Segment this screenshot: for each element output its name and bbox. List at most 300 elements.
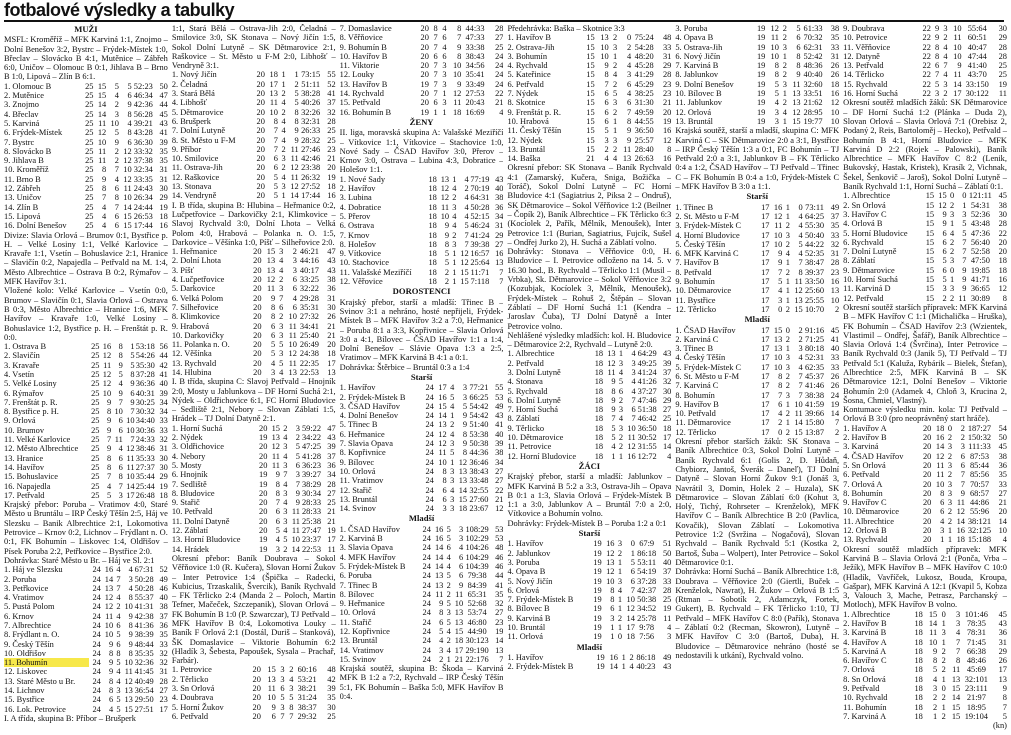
- stat-cell: 20: [922, 488, 932, 498]
- team-cell: 9. Frenštát p. R.: [507, 107, 561, 117]
- stat-cell: 12: [126, 444, 135, 454]
- team-cell: 6. Petřvald: [507, 79, 544, 89]
- table-row: [340, 476, 504, 485]
- stat-cell: 1: [941, 702, 946, 712]
- table-row: [843, 247, 1007, 256]
- team-cell: 9. Jihlava B: [4, 156, 44, 166]
- stat-cell: 14: [953, 79, 962, 89]
- stat-cell: 10: [123, 193, 132, 203]
- table-row: [340, 203, 504, 212]
- stat-cell: 9: [294, 126, 299, 136]
- stat-cell: 12: [452, 89, 462, 99]
- team-cell: 2. Havířov B: [843, 619, 887, 628]
- team-cell: 5. Pustá Polom: [4, 602, 55, 612]
- table-row: [675, 268, 839, 277]
- stat-cell: 18: [594, 451, 604, 461]
- stat-cell: 20: [922, 479, 932, 489]
- stat-cell: 47:44: [967, 51, 987, 61]
- stat-cell: 1: [450, 457, 455, 467]
- subsection-heading: Starší: [410, 371, 433, 382]
- stat-cell: 3: [610, 613, 615, 623]
- stat-cell: 25: [662, 595, 672, 605]
- team-cell: 13. Rychvald: [843, 535, 888, 545]
- stat-cell: 4: [604, 154, 609, 164]
- stat-cell: 78:35: [966, 619, 986, 628]
- stat-cell: 24: [92, 686, 101, 696]
- stat-cell: 6: [114, 184, 119, 194]
- stat-cell: 2: [439, 654, 444, 664]
- stat-cell: 19: [830, 399, 840, 409]
- stat-cell: 4: [778, 286, 783, 296]
- stat-cell: 17: [761, 353, 770, 363]
- team-cell: 7. Dolní Lutyně: [171, 126, 226, 136]
- table-row: [675, 89, 839, 98]
- team-cell: 11. Jablunkov: [675, 98, 722, 108]
- stat-cell: 3: [450, 504, 455, 514]
- stat-cell: 4: [102, 221, 107, 231]
- stat-cell: 19: [259, 535, 268, 545]
- stat-cell: 3: [782, 79, 787, 89]
- table-row: [172, 665, 336, 674]
- table-row: [340, 277, 504, 286]
- stat-cell: 23: [662, 89, 672, 99]
- stat-cell: 8: [935, 42, 940, 52]
- stat-cell: 2: [942, 293, 947, 303]
- table-row: [340, 258, 504, 267]
- team-cell: 8. Slovácko B: [4, 146, 52, 156]
- table-row: [675, 400, 839, 409]
- stat-cell: 8: [128, 621, 133, 630]
- stat-cell: 9: [444, 221, 450, 231]
- stat-cell: 11: [126, 453, 135, 463]
- stat-cell: 2: [283, 423, 288, 433]
- stat-cell: 13: [327, 367, 336, 377]
- stat-cell: 47:46: [637, 395, 657, 405]
- stat-cell: 39: [159, 388, 168, 398]
- team-cell: 16. Lok. Petrovice: [4, 704, 66, 714]
- stat-cell: 38:43: [465, 51, 485, 61]
- stat-cell: 24: [425, 420, 434, 430]
- stat-cell: 7: [630, 585, 635, 595]
- stat-cell: 5: [612, 89, 618, 99]
- stat-cell: 2: [782, 70, 787, 80]
- team-cell: 7. Slavia Opava: [339, 439, 393, 449]
- stat-cell: 7: [611, 414, 616, 424]
- table-row: [675, 43, 839, 52]
- stat-cell: 39: [495, 439, 504, 449]
- stat-cell: 15: [586, 135, 595, 145]
- stat-cell: 7: [433, 79, 438, 89]
- team-cell: 11. Brno B: [4, 174, 41, 184]
- stat-cell: 7: [116, 583, 121, 593]
- stat-cell: 5: [116, 658, 121, 668]
- stat-cell: 17: [761, 381, 770, 391]
- stat-cell: 11: [290, 172, 299, 182]
- stat-cell: 18: [594, 367, 604, 377]
- stat-cell: 21: [327, 330, 336, 340]
- stat-cell: 41:24: [637, 367, 657, 377]
- stat-cell: 2: [116, 602, 121, 612]
- table-row: [172, 480, 336, 489]
- stat-cell: 5: [446, 534, 451, 544]
- stat-cell: 13: [434, 580, 444, 590]
- stat-cell: 4: [116, 565, 121, 575]
- table-row: [172, 442, 336, 451]
- stat-cell: 34:22: [301, 433, 322, 443]
- stat-cell: 7: [114, 202, 119, 212]
- stat-cell: 50: [998, 433, 1007, 443]
- team-cell: 6. St. Město u F-M: [675, 371, 740, 381]
- stat-cell: 12: [97, 128, 107, 138]
- stat-cell: 14: [626, 613, 635, 623]
- stat-cell: 3: [283, 460, 288, 470]
- stat-cell: 32: [495, 599, 504, 609]
- stat-cell: 15: [458, 494, 468, 504]
- stat-cell: 1: [281, 191, 286, 201]
- stat-cell: 23: [830, 267, 840, 277]
- stat-cell: 49: [830, 202, 840, 212]
- table-row: [507, 387, 671, 396]
- stat-cell: 2: [627, 42, 632, 52]
- stat-cell: 9: [935, 24, 940, 33]
- stat-cell: 46: [159, 583, 168, 593]
- team-cell: 12. Orlová: [675, 107, 712, 117]
- stat-cell: 34:52: [637, 604, 657, 614]
- stat-cell: 6: [127, 91, 132, 101]
- stat-cell: 5: [630, 557, 635, 567]
- stat-cell: 20: [256, 163, 265, 173]
- stat-cell: 56: [159, 342, 168, 352]
- team-cell: 12. Věřovice: [339, 277, 383, 287]
- stat-cell: 8: [442, 466, 447, 476]
- stat-cell: 4: [118, 444, 123, 454]
- stat-cell: 13: [495, 645, 504, 655]
- stat-cell: 27:51: [134, 704, 154, 714]
- stat-cell: 26: [327, 312, 336, 322]
- stat-cell: 4: [950, 228, 955, 238]
- team-cell: 16. Bohumín B: [339, 107, 392, 117]
- table-row: [507, 632, 671, 641]
- stat-cell: 20: [252, 674, 261, 684]
- table-row: [172, 517, 336, 526]
- stat-cell: 77:19: [470, 174, 490, 184]
- section-heading: ŽÁCI: [578, 460, 601, 471]
- stat-cell: 16: [159, 221, 168, 231]
- stat-cell: 13: [794, 295, 803, 305]
- stat-cell: 16: [434, 524, 444, 534]
- table-row: [4, 640, 168, 649]
- stat-cell: 52: [159, 565, 168, 575]
- stat-cell: 25: [91, 397, 100, 407]
- stat-cell: 33: [830, 353, 840, 363]
- stat-cell: 20: [420, 70, 429, 80]
- stat-cell: 3: [785, 362, 790, 372]
- stat-cell: 3: [950, 256, 955, 266]
- team-cell: 7. Třinec B: [339, 580, 378, 590]
- stat-cell: 17: [761, 258, 770, 268]
- stat-cell: 42:37: [637, 585, 657, 595]
- table-row: [4, 667, 168, 676]
- table-row: [675, 305, 839, 314]
- table-row: [172, 275, 336, 284]
- stat-cell: 3: [947, 498, 952, 508]
- table-row: [4, 677, 168, 686]
- team-cell: 1. Havířov: [507, 652, 544, 662]
- table-row: [340, 448, 504, 457]
- stat-cell: 18: [594, 423, 604, 433]
- table-row: [340, 504, 504, 513]
- stat-cell: 4: [618, 414, 624, 424]
- team-cell: 1. ČSAD Havířov: [675, 325, 736, 335]
- stat-cell: 11: [269, 98, 278, 108]
- stat-cell: 53:18: [135, 342, 155, 352]
- stat-cell: 4: [631, 377, 636, 387]
- stat-cell: 45: [998, 442, 1007, 452]
- stat-cell: 0: [627, 33, 632, 43]
- stat-cell: 3: [289, 684, 294, 694]
- team-cell: 6. Orlová: [507, 585, 540, 595]
- stat-cell: 1: [617, 595, 623, 605]
- table-row: [507, 154, 671, 163]
- stat-cell: 3: [785, 230, 790, 240]
- stat-cell: 3: [281, 182, 286, 192]
- stat-cell: 54:19: [637, 567, 657, 577]
- stat-cell: 11: [438, 448, 447, 458]
- stat-cell: 20: [998, 237, 1007, 247]
- team-cell: 11. Dolní Datyně: [171, 516, 230, 526]
- table-row: [340, 61, 504, 70]
- stat-cell: 18: [594, 405, 604, 415]
- table-row: [843, 638, 1007, 647]
- stat-cell: 16: [662, 154, 672, 164]
- stat-cell: 3: [956, 609, 961, 619]
- stat-cell: 3: [279, 330, 284, 340]
- team-cell: 5. Karviná A: [843, 646, 887, 656]
- table-row: [172, 693, 336, 702]
- stat-cell: 9: [957, 61, 962, 71]
- stat-cell: 8: [127, 128, 132, 138]
- stat-cell: 4: [439, 636, 444, 646]
- stat-cell: 9: [942, 209, 947, 219]
- stat-cell: 31:55: [637, 442, 657, 452]
- stat-cell: 60:51: [967, 33, 987, 43]
- stat-cell: 39:27: [301, 470, 322, 480]
- table-row: [4, 165, 168, 174]
- team-cell: 5. Frýdek-Místek C: [675, 362, 742, 372]
- team-cell: 11. Ostrava-Jih: [171, 163, 223, 173]
- stat-cell: 14: [438, 411, 447, 421]
- stat-cell: 4: [446, 552, 451, 562]
- stat-cell: 25: [85, 184, 94, 194]
- stat-cell: 32: [662, 377, 672, 387]
- stat-cell: 6: [280, 684, 285, 694]
- table-row: [172, 303, 336, 312]
- stat-cell: 21: [327, 154, 336, 164]
- stat-cell: 4: [617, 585, 623, 595]
- team-cell: 14. Zlín B: [4, 202, 39, 212]
- stat-cell: 2: [604, 144, 609, 154]
- stat-cell: 35:31: [299, 302, 319, 312]
- stat-cell: 15: [97, 91, 107, 101]
- stat-cell: 9: [102, 174, 107, 184]
- stat-cell: 6: [796, 42, 801, 52]
- stat-cell: 40: [159, 379, 168, 389]
- stat-cell: 20: [259, 488, 268, 498]
- table-row: [843, 70, 1007, 79]
- stat-cell: 4: [943, 70, 948, 80]
- stat-cell: 3: [943, 79, 948, 89]
- team-cell: 2. Těrlicko: [171, 674, 209, 684]
- stat-cell: 18: [914, 711, 923, 721]
- table-row: [675, 61, 839, 70]
- stat-cell: 78:31: [966, 628, 986, 638]
- stat-cell: 36: [998, 628, 1007, 638]
- stat-cell: 32:31: [301, 116, 321, 126]
- stat-cell: 65:31: [467, 589, 487, 599]
- stat-cell: 20: [922, 442, 932, 452]
- stat-cell: 1: [947, 535, 952, 545]
- stat-cell: 6: [127, 137, 132, 147]
- stat-cell: 5: [280, 693, 285, 703]
- stat-cell: 14: [126, 481, 135, 491]
- stat-cell: 9: [611, 377, 616, 387]
- team-cell: 7. Frýdek-Místek B: [507, 595, 574, 605]
- stat-cell: 25: [85, 128, 94, 138]
- team-cell: 14. Rychvald: [339, 89, 384, 99]
- stat-cell: 40:47: [967, 42, 987, 52]
- stat-cell: 6: [604, 89, 609, 99]
- stat-cell: 22:176: [465, 654, 489, 664]
- stat-cell: 4: [281, 98, 286, 108]
- stat-cell: 4: [270, 358, 276, 368]
- stat-cell: 10:70: [804, 304, 825, 314]
- stat-cell: 24: [425, 392, 434, 402]
- stat-cell: 9: [962, 284, 967, 294]
- standings-table: [675, 24, 839, 126]
- table-row: [507, 70, 671, 79]
- stat-cell: 34: [159, 397, 168, 407]
- team-cell: 5. Nový Jičín: [507, 576, 553, 586]
- stat-cell: 7: [499, 654, 504, 664]
- stat-cell: 9: [130, 379, 135, 389]
- stat-cell: 15: [925, 247, 935, 257]
- stat-cell: 40:17: [299, 265, 319, 275]
- stat-cell: 8: [462, 448, 468, 458]
- stat-cell: 14: [458, 485, 468, 495]
- stat-cell: 24: [425, 439, 434, 449]
- stat-cell: 10: [123, 165, 132, 175]
- team-cell: 9. Petřvald: [843, 684, 880, 694]
- table-row: [340, 562, 504, 571]
- stat-cell: 7: [457, 33, 462, 43]
- stat-cell: 13: [458, 476, 468, 486]
- stat-cell: 50:38: [637, 595, 657, 605]
- stat-cell: 8: [114, 193, 119, 203]
- stat-cell: 71:45: [966, 637, 986, 647]
- stat-cell: 38:46: [135, 444, 155, 454]
- author-signature: (kn): [993, 721, 1007, 731]
- stat-cell: 36: [998, 460, 1007, 470]
- stat-cell: 20: [259, 460, 268, 470]
- team-cell: 8. Kopřivnice: [339, 448, 386, 458]
- team-cell: 10. Petrovice: [843, 33, 888, 43]
- table-row: [507, 595, 671, 604]
- stat-cell: 18: [458, 504, 468, 514]
- stat-cell: 11: [290, 154, 299, 164]
- stat-cell: 2: [446, 589, 451, 599]
- stat-cell: 20: [256, 154, 265, 164]
- stat-cell: 2: [947, 516, 952, 526]
- stat-cell: 28:33: [301, 498, 322, 508]
- table-row: [4, 649, 168, 658]
- stat-cell: 1: [610, 623, 615, 632]
- stat-cell: 22: [495, 485, 504, 495]
- stat-cell: 20: [922, 498, 932, 508]
- stat-cell: 23: [495, 617, 504, 627]
- stat-cell: 41:71: [970, 275, 990, 285]
- stat-cell: 45: [998, 609, 1007, 619]
- stat-cell: 39:21: [133, 118, 153, 128]
- team-cell: 4. Horní Bludovice: [675, 230, 740, 240]
- stat-cell: 8: [130, 369, 135, 379]
- team-cell: 9. Dětmarovice: [843, 265, 895, 275]
- team-cell: 10. Dětmarovice: [507, 433, 564, 443]
- stat-cell: 45: [159, 109, 168, 119]
- table-row: [172, 154, 336, 163]
- stat-cell: 32:101: [964, 674, 988, 684]
- stat-cell: 15: [951, 711, 961, 721]
- table-row: [507, 43, 671, 52]
- stat-cell: 3: [947, 442, 952, 452]
- results-paragraph: Dohrávky: Stonava – Věřňovice 0:0, H. Bludovice – I. Petrovice odloženo na 14. 5. v 16.30 hod., B. Rychvald – Těrlicko 1:1 (Musil – Vrbka), Sk. Dětmarovice – Sokol Věřňovice 3:2 (Kozubjak, Kocíolek 3, Mělník, Menoušek), Frýdek-Místek – Rohuš 2, Štěpán – Slovan Záblatí – DF Horní Suchá 1:1 (Kendra – Jaroslav Čuba), TJ Dolní Datyně a Inter Petrovice volno.: [507, 247, 672, 331]
- results-paragraph: Dohrávka: Štěrbice – Bruntál 0:3 a 1:4: [339, 362, 470, 372]
- stat-cell: 34:56: [465, 61, 485, 71]
- team-cell: 12. Zábřeh: [4, 184, 41, 194]
- stat-cell: 28: [159, 676, 168, 686]
- stat-cell: 20: [256, 182, 265, 192]
- stat-cell: 8: [778, 371, 783, 381]
- stat-cell: 6: [292, 275, 297, 285]
- stat-cell: 37:28: [637, 576, 657, 586]
- stat-cell: 9: [627, 135, 632, 145]
- stat-cell: 48:20: [634, 51, 654, 61]
- table-row: [675, 203, 839, 212]
- stat-cell: 6: [442, 51, 447, 61]
- team-cell: 10. Petřvald: [171, 507, 213, 517]
- stat-cell: 35: [327, 693, 336, 703]
- stat-cell: 49: [662, 652, 672, 662]
- stat-cell: 11: [124, 667, 133, 677]
- stat-cell: 20: [253, 256, 262, 266]
- stat-cell: 34:41: [299, 321, 319, 331]
- team-cell: 3. Poruba: [675, 24, 708, 33]
- stat-cell: 9: [114, 137, 119, 147]
- stat-cell: 31:24: [297, 693, 317, 703]
- table-row: [340, 175, 504, 184]
- stat-cell: 49:59: [634, 107, 654, 117]
- team-cell: 16. Dolní Benešov: [4, 221, 67, 231]
- table-row: [4, 426, 168, 435]
- stat-cell: 20: [998, 247, 1007, 257]
- stat-cell: 22: [922, 33, 931, 43]
- stat-cell: 108:29: [465, 524, 489, 534]
- stat-cell: 12: [794, 286, 803, 296]
- stat-cell: 27:46: [301, 144, 321, 154]
- stat-cell: 48: [327, 665, 336, 675]
- stat-cell: 3: [452, 202, 457, 212]
- table-row: [340, 618, 504, 627]
- stat-cell: 20: [420, 24, 429, 33]
